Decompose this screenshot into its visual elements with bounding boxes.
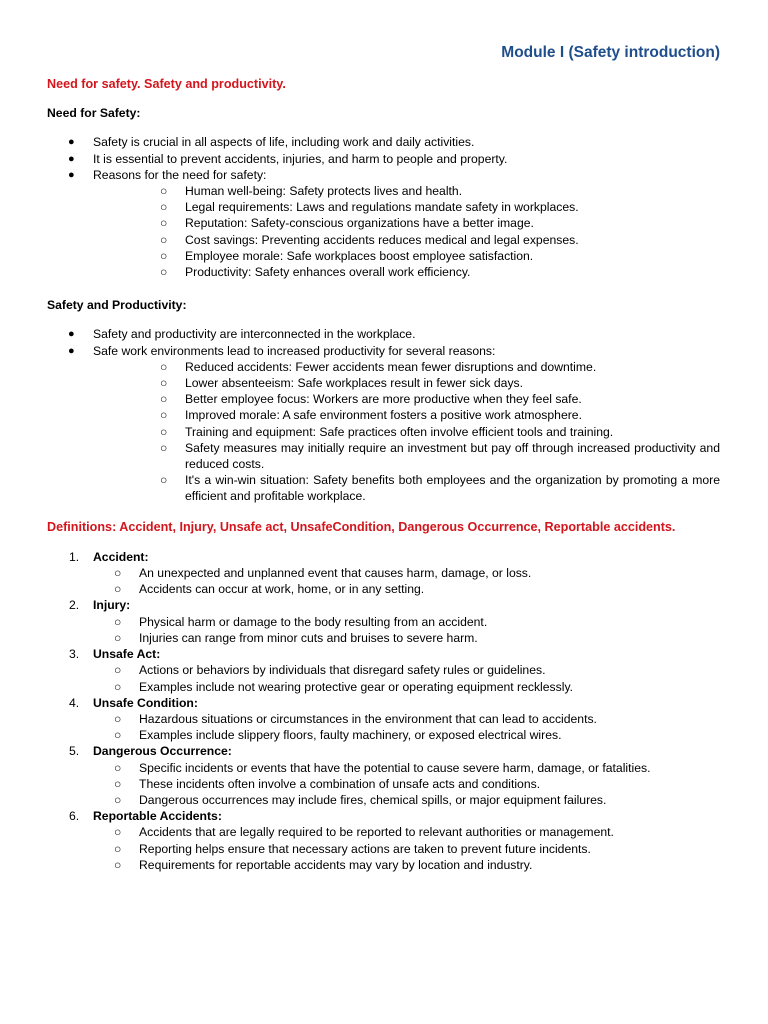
item-number: 3. xyxy=(69,647,80,662)
definition-item xyxy=(47,695,720,744)
circle-marker: ○ xyxy=(114,711,122,726)
item-number: 1. xyxy=(69,549,80,564)
bullet-marker: ● xyxy=(68,136,75,149)
bullet-marker: ● xyxy=(68,344,75,357)
sublist-item-text: Cost savings: Preventing accidents reduces medical and legal expenses. xyxy=(185,232,579,247)
sublist-item-text: Lower absenteeism: Safe workplaces result in fewer sick days. xyxy=(185,376,524,391)
circle-marker: ○ xyxy=(114,728,122,743)
definition-term: Injury: xyxy=(93,598,131,613)
circle-marker: ○ xyxy=(160,216,168,231)
sublist-item xyxy=(93,727,720,743)
sublist-item xyxy=(93,857,720,873)
list-item xyxy=(47,343,720,505)
subheading-safety-productivity: Safety and Productivity: xyxy=(47,298,187,313)
sublist-item xyxy=(93,711,720,727)
sublist-item-text: Improved morale: A safe environment fosters a positive work atmosphere. xyxy=(185,408,582,423)
sublist-item-text: Specific incidents or events that have the potential to cause severe harm, damage, or fatalities. xyxy=(139,760,651,775)
circle-marker: ○ xyxy=(160,184,168,199)
sublist-item-text: Hazardous situations or circumstances in the environment that can lead to accidents. xyxy=(139,711,597,726)
sublist-item-text: Better employee focus: Workers are more productive when they feel safe. xyxy=(185,392,582,407)
sublist-item xyxy=(93,679,720,695)
item-number: 6. xyxy=(69,809,80,824)
definition-item xyxy=(47,597,720,646)
sublist-item xyxy=(93,792,720,808)
circle-marker: ○ xyxy=(160,424,168,439)
list-item xyxy=(47,134,720,150)
sublist-item-text: Reduced accidents: Fewer accidents mean fewer disruptions and downtime. xyxy=(185,359,597,374)
sublist-item xyxy=(93,472,720,504)
definition-item xyxy=(47,646,720,695)
sublist-item-text: Accidents that are legally required to be reported to relevant authorities or management. xyxy=(139,825,614,840)
definition-item xyxy=(47,549,720,598)
definition-points xyxy=(93,662,720,694)
sublist-item xyxy=(93,359,720,375)
sublist-item-text: Accidents can occur at work, home, or in any setting. xyxy=(139,582,425,597)
subheading-need-for-safety: Need for Safety: xyxy=(47,106,141,121)
circle-marker: ○ xyxy=(114,857,122,872)
sublist-item-text: Physical harm or damage to the body resulting from an accident. xyxy=(139,614,488,629)
sublist-item xyxy=(93,199,720,215)
sublist-item-text: Dangerous occurrences may include fires, chemical spills, or major equipment failures. xyxy=(139,792,607,807)
section-heading-definitions: Definitions: Accident, Injury, Unsafe act, UnsafeCondition, Dangerous Occurrence, Reportable accidents. xyxy=(47,519,676,534)
circle-marker: ○ xyxy=(114,776,122,791)
definition-term: Unsafe Act: xyxy=(93,647,161,662)
safety-productivity-list xyxy=(47,326,720,504)
definition-item xyxy=(47,808,720,873)
bullet-marker: ● xyxy=(68,152,75,165)
sublist-item xyxy=(93,841,720,857)
sublist-item-text: Requirements for reportable accidents may vary by location and industry. xyxy=(139,857,533,872)
definition-points xyxy=(93,760,720,809)
circle-marker: ○ xyxy=(160,248,168,263)
definition-term: Unsafe Condition: xyxy=(93,695,198,710)
definition-points xyxy=(93,711,720,743)
sublist-item xyxy=(93,424,720,440)
sublist-item-text: Actions or behaviors by individuals that disregard safety rules or guidelines. xyxy=(139,663,546,678)
circle-marker: ○ xyxy=(160,392,168,407)
bullet-marker: ● xyxy=(68,328,75,341)
sublist-item xyxy=(93,183,720,199)
definition-term: Accident: xyxy=(93,549,149,564)
circle-marker: ○ xyxy=(160,408,168,423)
definition-item xyxy=(47,743,720,808)
circle-marker: ○ xyxy=(114,841,122,856)
list-item xyxy=(47,326,720,342)
sublist-item xyxy=(93,215,720,231)
module-title: Module I (Safety introduction) xyxy=(501,44,720,61)
bullet-marker: ● xyxy=(68,168,75,181)
sublist-item xyxy=(93,440,720,472)
sublist-item-text: Examples include not wearing protective gear or operating equipment recklessly. xyxy=(139,679,574,694)
list-item-text: Safety is crucial in all aspects of life, including work and daily activities. xyxy=(93,135,475,150)
definition-term: Dangerous Occurrence: xyxy=(93,744,232,759)
sublist-item-text: Reputation: Safety-conscious organizations have a better image. xyxy=(185,216,534,231)
item-number: 2. xyxy=(69,598,80,613)
sublist-item xyxy=(93,232,720,248)
sublist-item-text: It's a win-win situation: Safety benefits both employees and the organization by promoting a more efficient and profitable workplace. xyxy=(185,473,720,504)
need-for-safety-list xyxy=(47,134,720,280)
circle-marker: ○ xyxy=(114,614,122,629)
sublist-item xyxy=(93,248,720,264)
document-content xyxy=(47,76,720,873)
sublist-item xyxy=(93,407,720,423)
circle-marker: ○ xyxy=(114,825,122,840)
sublist-item-text: Reporting helps ensure that necessary actions are taken to prevent future incidents. xyxy=(139,841,591,856)
sublist-item-text: Training and equipment: Safe practices often involve efficient tools and training. xyxy=(185,424,614,439)
sublist-item xyxy=(93,614,720,630)
definition-points xyxy=(93,565,720,597)
circle-marker: ○ xyxy=(160,200,168,215)
list-item-text: Safety and productivity are interconnected in the workplace. xyxy=(93,327,416,342)
circle-marker: ○ xyxy=(160,232,168,247)
sublist-item xyxy=(93,662,720,678)
sublist-item-text: Examples include slippery floors, faulty machinery, or exposed electrical wires. xyxy=(139,728,562,743)
list-item xyxy=(47,151,720,167)
sublist-item xyxy=(93,630,720,646)
sublist-item-text: Injuries can range from minor cuts and bruises to severe harm. xyxy=(139,630,478,645)
circle-marker: ○ xyxy=(114,792,122,807)
definition-points xyxy=(93,614,720,646)
sublist-item-text: These incidents often involve a combination of unsafe acts and conditions. xyxy=(139,776,541,791)
circle-marker: ○ xyxy=(114,582,122,597)
list-item-text: It is essential to prevent accidents, injuries, and harm to people and property. xyxy=(93,151,508,166)
item-number: 4. xyxy=(69,695,80,710)
definitions-list xyxy=(47,549,720,873)
sublist-item xyxy=(93,760,720,776)
item-number: 5. xyxy=(69,744,80,759)
definition-term: Reportable Accidents: xyxy=(93,809,222,824)
circle-marker: ○ xyxy=(160,376,168,391)
sublist-item xyxy=(93,375,720,391)
list-item-text: Reasons for the need for safety: xyxy=(93,167,267,182)
section-heading-need-for-safety: Need for safety. Safety and productivity. xyxy=(47,77,286,91)
definition-points xyxy=(93,824,720,873)
sublist-item xyxy=(93,391,720,407)
circle-marker: ○ xyxy=(114,663,122,678)
sublist-item-text: An unexpected and unplanned event that causes harm, damage, or loss. xyxy=(139,566,532,581)
sublist-item-text: Employee morale: Safe workplaces boost employee satisfaction. xyxy=(185,248,534,263)
sublist-item xyxy=(93,581,720,597)
sublist-item-text: Legal requirements: Laws and regulations mandate safety in workplaces. xyxy=(185,200,579,215)
list-item xyxy=(47,167,720,280)
sublist-item-text: Safety measures may initially require an investment but pay off through increased productivity and reduced costs. xyxy=(185,440,720,472)
circle-marker: ○ xyxy=(160,473,168,488)
sublist-item-text: Productivity: Safety enhances overall work efficiency. xyxy=(185,265,471,280)
circle-marker: ○ xyxy=(114,679,122,694)
circle-marker: ○ xyxy=(114,760,122,775)
sublist-item xyxy=(93,565,720,581)
circle-marker: ○ xyxy=(160,359,168,374)
reasons-sublist xyxy=(93,183,720,280)
list-item-text: Safe work environments lead to increased productivity for several reasons: xyxy=(93,343,496,358)
circle-marker: ○ xyxy=(160,265,168,280)
sublist-item xyxy=(93,824,720,840)
sublist-item xyxy=(93,264,720,280)
circle-marker: ○ xyxy=(114,566,122,581)
sublist-item-text: Human well-being: Safety protects lives and health. xyxy=(185,184,463,199)
sublist-item xyxy=(93,776,720,792)
circle-marker: ○ xyxy=(160,440,168,455)
circle-marker: ○ xyxy=(114,630,122,645)
productivity-reasons-sublist xyxy=(93,359,720,505)
